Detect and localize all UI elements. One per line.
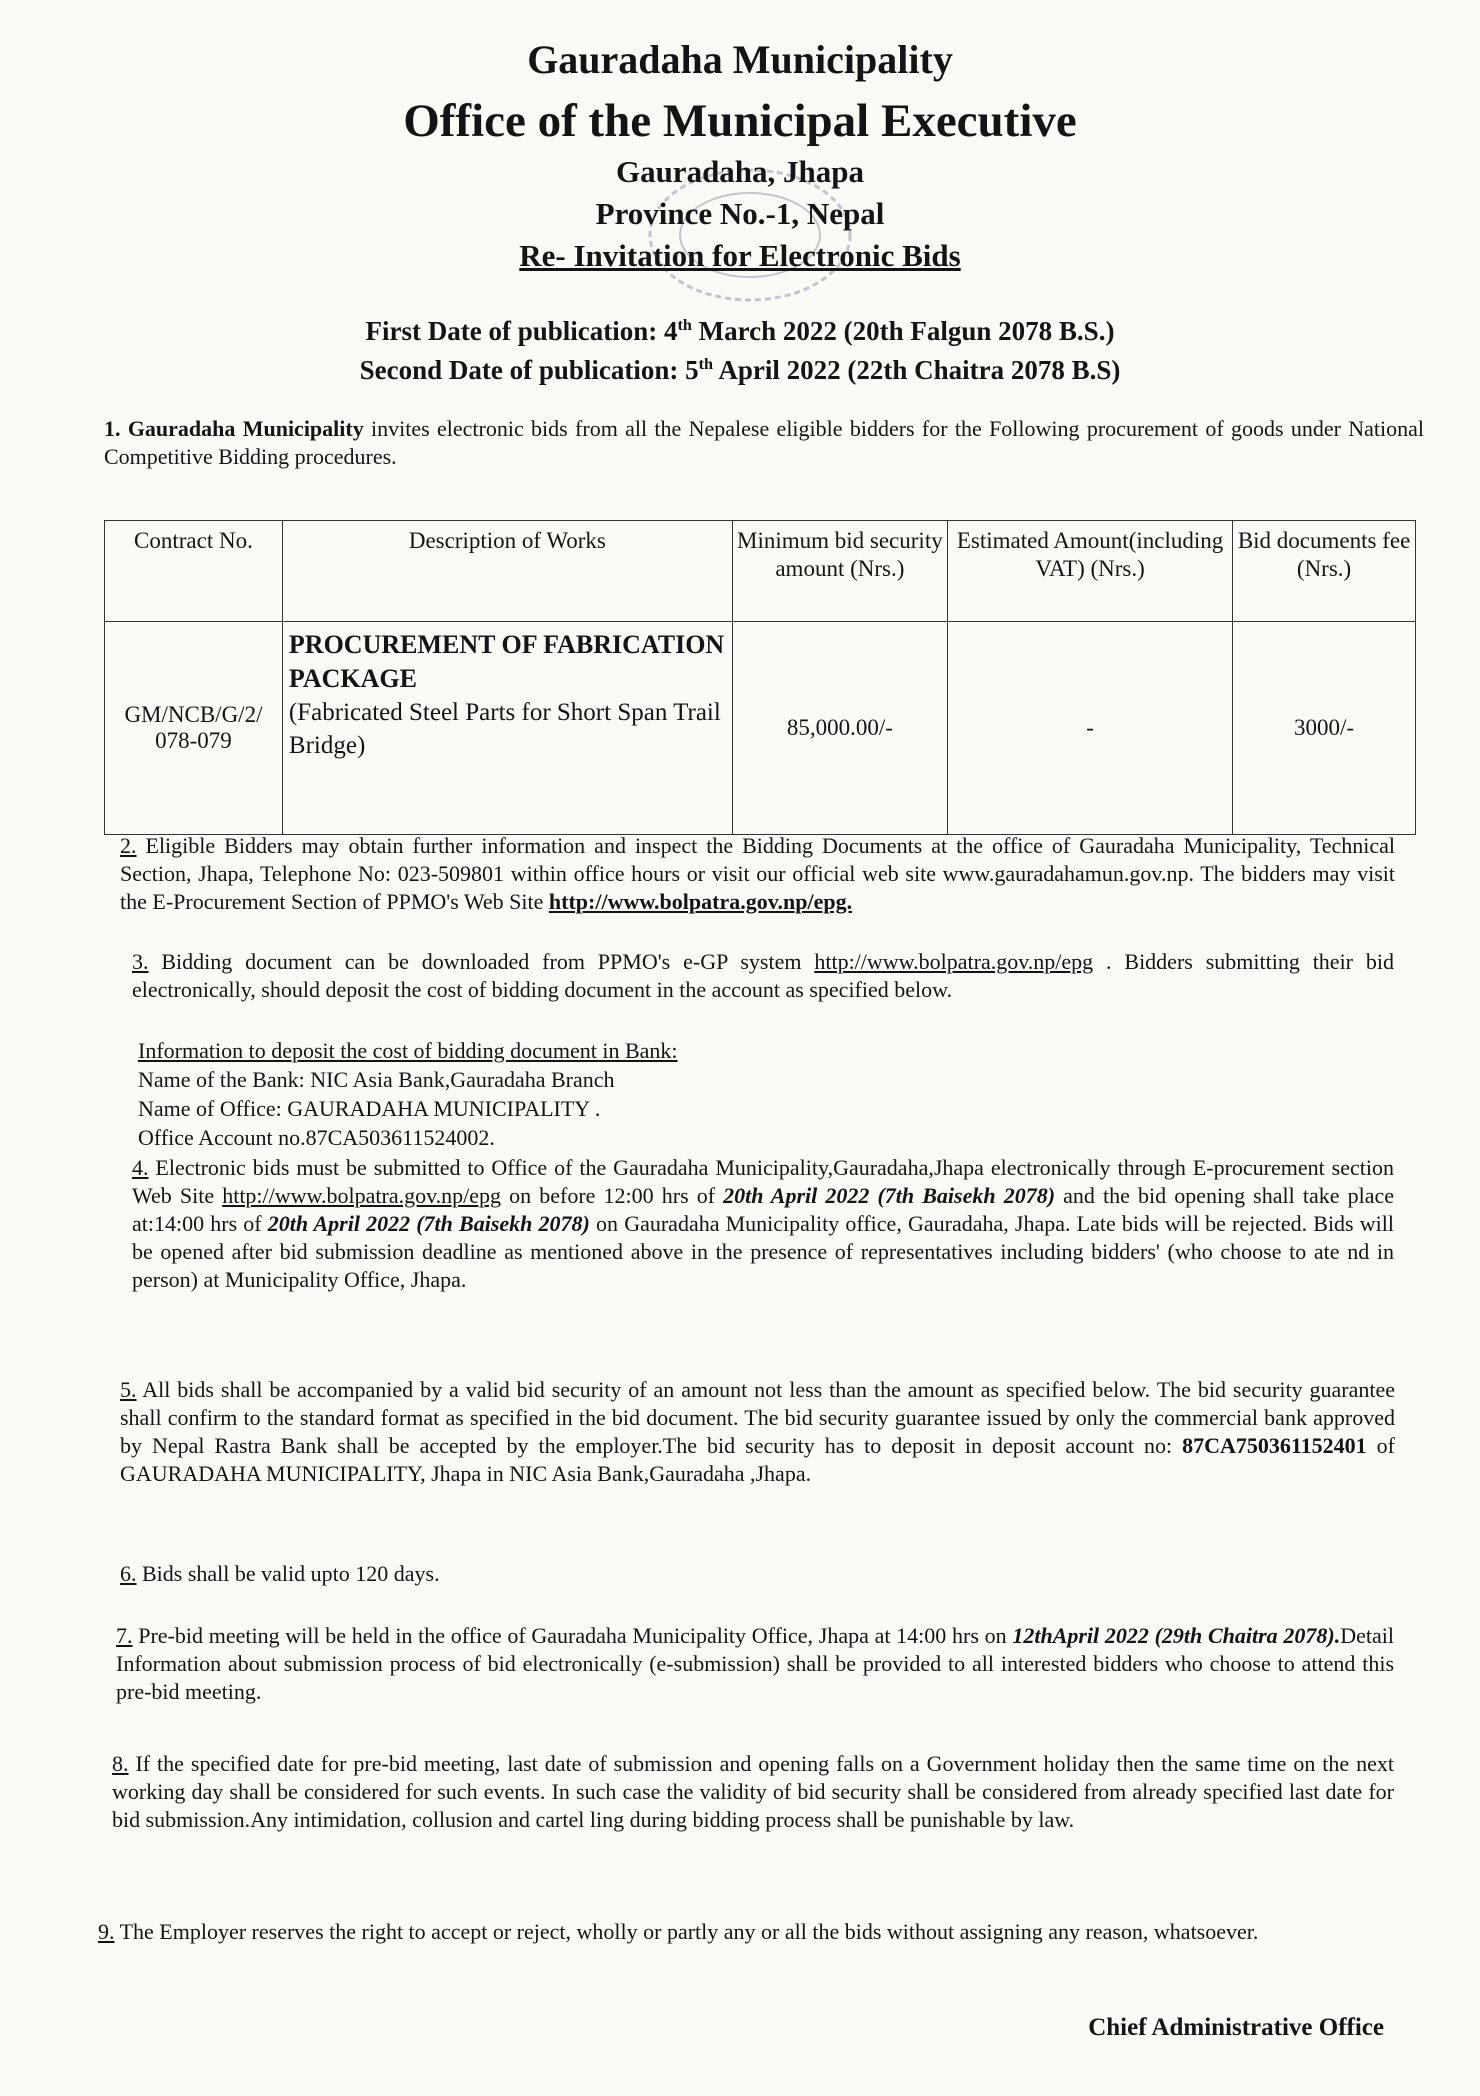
municipality-name: Gauradaha Municipality [527,37,953,82]
cell-estimated-amount: - [947,622,1232,835]
paragraph-9: 9. The Employer reserves the right to accept or reject, wholly or partly any or all the bids without assigning any reason, whatsoever. [98,1919,1259,1944]
bank-name: Name of the Bank: NIC Asia Bank,Gauradaha Branch [138,1067,615,1092]
province: Province No.-1, Nepal [595,196,885,231]
intro-paragraph: 1. Gauradaha Municipality invites electronic bids from all the Nepalese eligible bidders for the Following procurement of goods under National Competitive Bidding procedures. [104,416,1425,469]
col-description: Description of Works [282,521,732,622]
cell-bid-security: 85,000.00/- [732,622,947,835]
bank-info-title: Information to deposit the cost of bidding document in Bank: [138,1038,678,1063]
paragraph-7: 7. Pre-bid meeting will be held in the office of Gauradaha Municipality Office, Jhapa at 14:00 hrs on 12thApril 2022 (29th Chaitra 2078).Detail Information about submission process of bid electronically (e-submission) shall be provided to all interested bidders who choose to attend this pre-bid meeting. [116,1623,1394,1704]
first-publication-date: First Date of publication: 4th March 2022 (20th Falgun 2078 B.S.) [365,316,1115,346]
second-publication-date: Second Date of publication: 5th April 2022 (22th Chaitra 2078 B.S) [359,355,1121,385]
paragraph-5: 5. All bids shall be accompanied by a valid bid security of an amount not less than the amount as specified below. The bid security guarantee shall confirm to the standard format as specified in the bid document. The bid security guarantee issued by only the commercial bank approved by Nepal Rastra Bank shall be accepted by the employer.The bid security has to deposit in deposit account no: 87CA750361152401 of GAURADAHA MUNICIPALITY, Jhapa in NIC Asia Bank,Gauradaha ,Jhapa. [120,1377,1395,1486]
notice-title: Re- Invitation for Electronic Bids [519,238,961,273]
paragraph-2: 2. Eligible Bidders may obtain further information and inspect the Bidding Documents at the office of Gauradaha Municipality, Technical Section, Jhapa, Telephone No: 023-509801 within office hours or visit our official web site www.gauradahamun.gov.np. The bidders may visit the E-Procurement Section of PPMO's Web Site http://www.bolpatra.gov.np/epg. [120,833,1395,914]
table-row [105,622,1416,835]
paragraph-6: 6. Bids shall be valid upto 120 days. [120,1561,440,1586]
cell-contract-no: GM/NCB/G/2/ 078-079 [105,622,283,835]
office-location: Gauradaha, Jhapa [615,154,865,189]
bank-office: Name of Office: GAURADAHA MUNICIPALITY . [138,1096,601,1121]
ppmo-link[interactable]: http://www.bolpatra.gov.np/epg. [548,889,853,914]
submission-link[interactable]: http://www.bolpatra.gov.np/epg [222,1183,502,1208]
bank-info [138,1036,678,1152]
cell-bid-doc-fee: 3000/- [1233,622,1416,835]
col-contract-no: Contract No. [105,521,283,622]
office-name: Office of the Municipal Executive [403,95,1077,147]
paragraph-4: 4. Electronic bids must be submitted to Office of the Gauradaha Municipality,Gauradaha,Jhapa electronically through E-procurement section Web Site http://www.bolpatra.gov.np/epg on before 12:00 hrs of 20th April 2022 (7th Baisekh 2078) and the bid opening shall take place at:14:00 hrs of 20th April 2022 (7th Baisekh 2078) on Gauradaha Municipality office, Gauradaha, Jhapa. Late bids will be rejected. Bids will be opened after bid submission deadline as mentioned above in the presence of representatives including bidders' (who choose to ate nd in person) at Municipality Office, Jhapa. [132,1155,1394,1292]
col-bid-doc-fee: Bid documents fee (Nrs.) [1233,521,1416,622]
table-header-row [105,521,1416,622]
paragraph-8: 8. If the specified date for pre-bid meeting, last date of submission and opening falls on a Government holiday then the same time on the next working day shall be considered for such events. In such case the validity of bid security shall be considered from already specified last date for bid submission.Any intimidation, collusion and cartel ling during bidding process shall be punishable by law. [112,1751,1394,1832]
signature-title: Chief Administrative Office [1088,2014,1384,2041]
bank-account: Office Account no.87CA503611524002. [138,1125,495,1150]
cell-description: PROCUREMENT OF FABRICATION PACKAGE (Fabricated Steel Parts for Short Span Trail Bridge) [282,622,732,835]
egp-link[interactable]: http://www.bolpatra.gov.np/epg [814,949,1094,974]
paragraph-3: 3. Bidding document can be downloaded from PPMO's e-GP system http://www.bolpatra.gov.np/epg . Bidders submitting their bid electronically, should deposit the cost of bidding document in the account as specified below. [132,949,1394,1002]
col-estimated-amount: Estimated Amount(including VAT) (Nrs.) [947,521,1232,622]
col-bid-security: Minimum bid security amount (Nrs.) [732,521,947,622]
bid-table [104,520,1416,835]
